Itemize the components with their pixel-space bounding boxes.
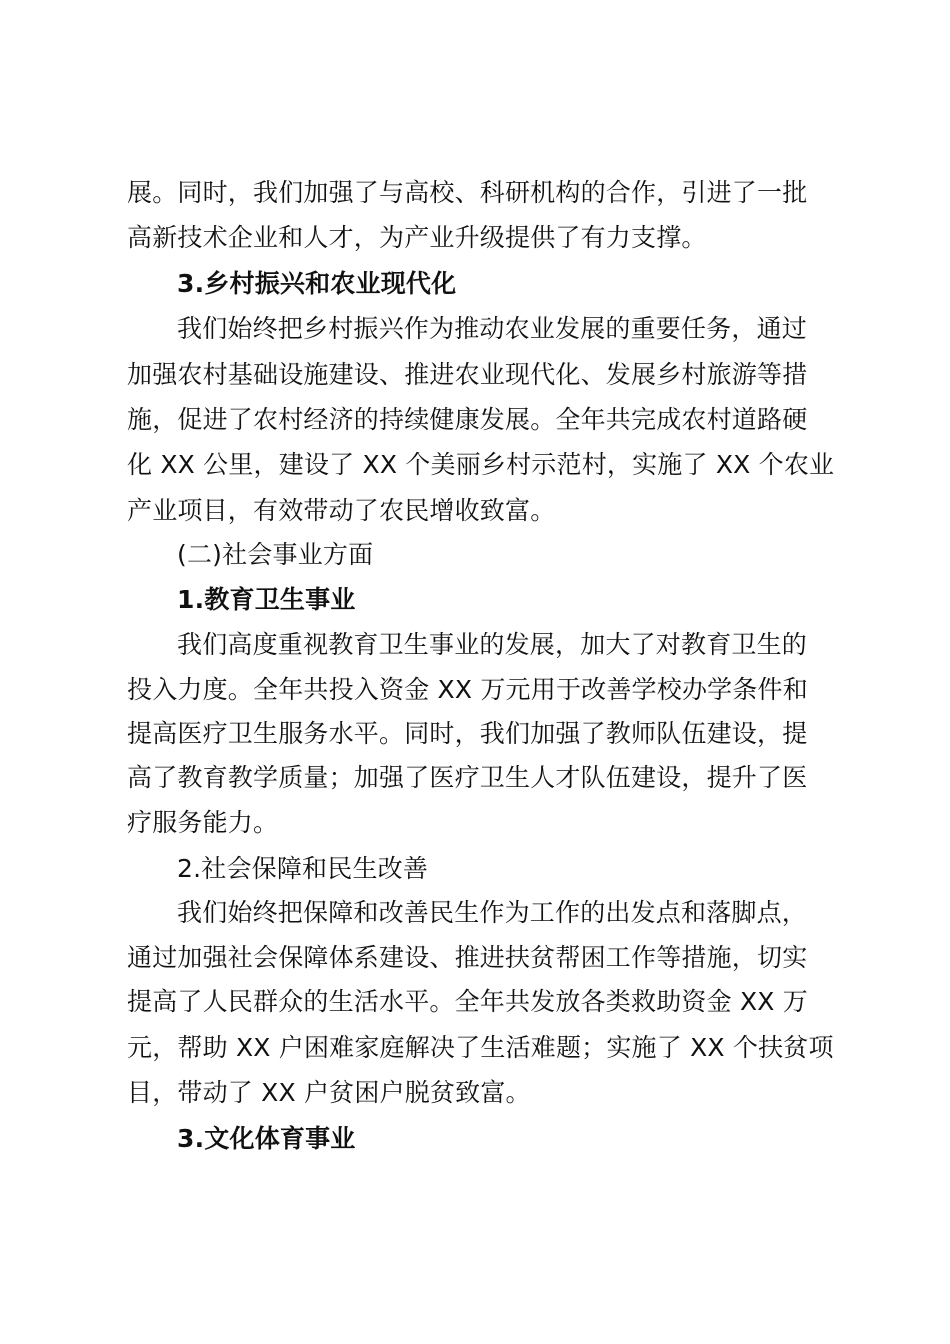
paragraph-line: 提高医疗卫生服务水平。同时，我们加强了教师队伍建设，提 xyxy=(127,719,808,748)
paragraph-line: 加强农村基础设施建设、推进农业现代化、发展乡村旅游等措 xyxy=(127,360,808,389)
paragraph-line: 疗服务能力。 xyxy=(127,808,279,837)
paragraph-line: 展。同时，我们加强了与高校、科研机构的合作，引进了一批 xyxy=(127,178,808,207)
paragraph-line: 化 XX 公里，建设了 XX 个美丽乡村示范村，实施了 XX 个农业 xyxy=(127,450,835,479)
paragraph-line: 高新技术企业和人才，为产业升级提供了有力支撑。 xyxy=(127,223,707,252)
paragraph-line: 目，带动了 XX 户贫困户脱贫致富。 xyxy=(127,1078,531,1107)
paragraph-line: 施，促进了农村经济的持续健康发展。全年共完成农村道路硬 xyxy=(127,405,808,434)
paragraph-line: 提高了人民群众的生活水平。全年共发放各类救助资金 XX 万 xyxy=(127,987,808,1016)
paragraph-line: 通过加强社会保障体系建设、推进扶贫帮困工作等措施，切实 xyxy=(127,943,808,972)
section-heading: 3.乡村振兴和农业现代化 xyxy=(177,269,457,298)
subsection-heading: (二)社会事业方面 xyxy=(177,540,374,569)
paragraph-line: 元，帮助 XX 户困难家庭解决了生活难题；实施了 XX 个扶贫项 xyxy=(127,1033,834,1062)
paragraph-line: 我们始终把乡村振兴作为推动农业发展的重要任务，通过 xyxy=(177,314,808,343)
paragraph-line: 我们高度重视教育卫生事业的发展，加大了对教育卫生的 xyxy=(177,630,808,659)
paragraph-line: 投入力度。全年共投入资金 XX 万元用于改善学校办学条件和 xyxy=(127,675,808,704)
section-heading: 3.文化体育事业 xyxy=(177,1124,356,1153)
subsection-heading: 2.社会保障和民生改善 xyxy=(177,854,429,883)
paragraph-line: 高了教育教学质量；加强了医疗卫生人才队伍建设，提升了医 xyxy=(127,763,808,792)
section-heading: 1.教育卫生事业 xyxy=(177,585,356,614)
paragraph-line: 我们始终把保障和改善民生作为工作的出发点和落脚点， xyxy=(177,898,808,927)
paragraph-line: 产业项目，有效带动了农民增收致富。 xyxy=(127,496,556,525)
